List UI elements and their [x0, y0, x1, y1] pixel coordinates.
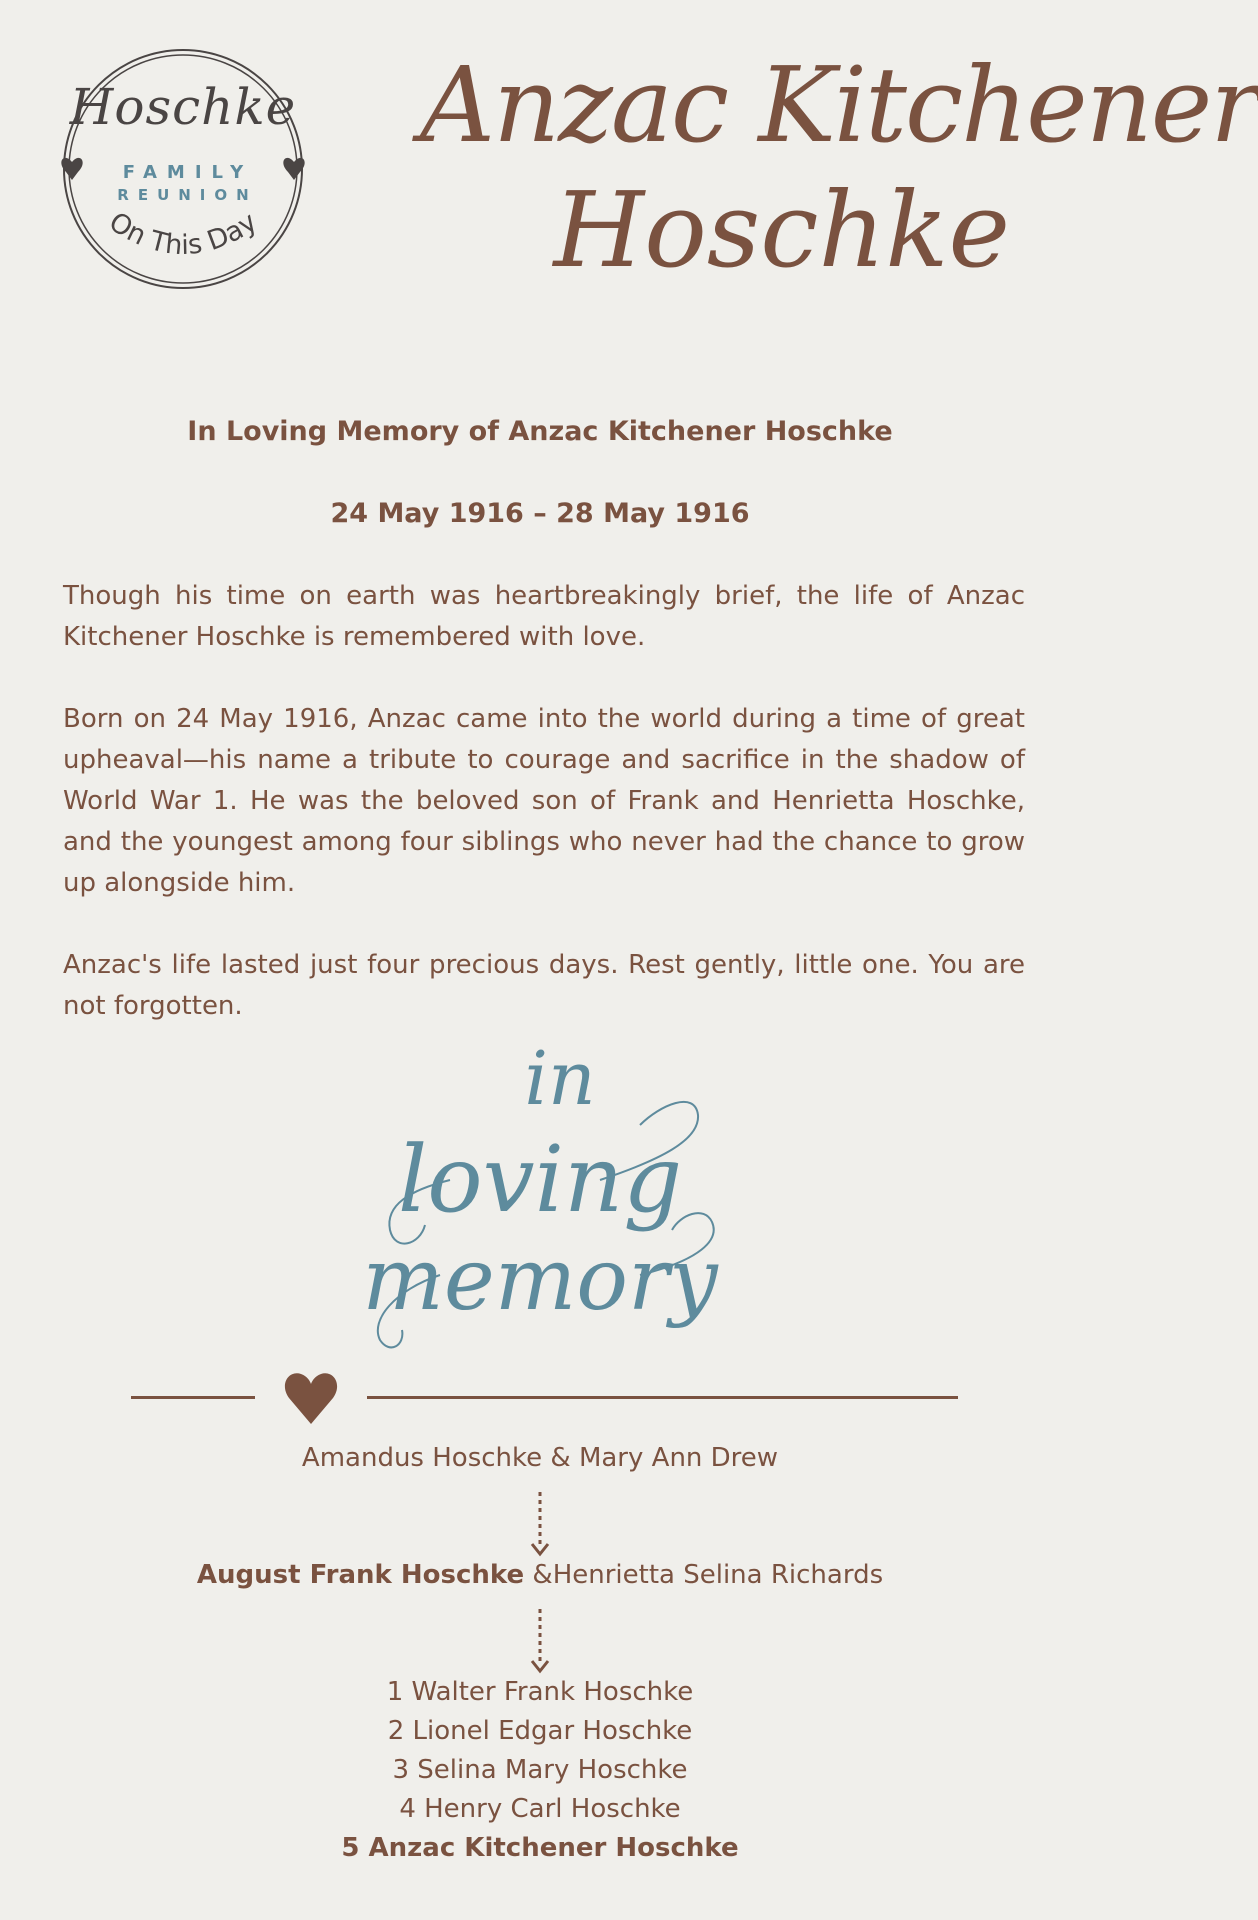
- child-4: 4 Henry Carl Hoschke: [399, 1794, 681, 1824]
- grandparents: Amandus Hoschke & Mary Ann Drew: [301, 1443, 779, 1473]
- in-loving-memory-script: [0, 1030, 1080, 1360]
- heart-icon: [283, 1370, 339, 1426]
- child-5: 5 Anzac Kitchener Hoschke: [341, 1833, 739, 1863]
- mother-name: &Henrietta Selina Richards: [524, 1560, 884, 1590]
- child-3: 3 Selina Mary Hoschke: [392, 1755, 688, 1785]
- arrow-down-icon: [528, 1490, 552, 1558]
- paragraph-intro: Though his time on earth was heartbreakingly brief, the life of Anzac Kitchener Hoschke is remembered with love.: [63, 581, 1025, 652]
- title-line-1: Anzac Kitchener: [420, 44, 1258, 166]
- script-word-in: in: [524, 1036, 596, 1122]
- memorial-heading: In Loving Memory of Anzac Kitchener Hoschke: [187, 416, 893, 447]
- divider-right: [367, 1396, 958, 1399]
- title-line-2: Hoschke: [553, 169, 1010, 291]
- arrow-down-icon: [528, 1607, 552, 1675]
- parents: [0, 1560, 1080, 1590]
- paragraph-closing: Anzac's life lasted just four precious days. Rest gently, little one. You are not forgotten.: [63, 950, 1025, 1021]
- logo-script-name: Hoschke: [69, 78, 297, 136]
- logo-reunion-text: REUNION: [117, 186, 258, 204]
- logo-family-text: FAMILY: [122, 162, 254, 183]
- family-reunion-logo: [58, 44, 308, 294]
- script-word-loving: loving: [397, 1126, 683, 1233]
- logo-tagline: On This Day: [103, 206, 263, 262]
- paragraph-birth: Born on 24 May 1916, Anzac came into the world during a time of great upheaval—his name a tribute to courage and sacrifice in the shadow of World War 1. He was the beloved son of Frank and Henrietta Hoschke, and the youngest among four siblings who never had the chance to grow up alongside him.: [63, 704, 1025, 898]
- page-title: [420, 40, 1258, 291]
- father-name: August Frank Hoschke: [196, 1560, 525, 1590]
- memorial-dates: 24 May 1916 – 28 May 1916: [330, 498, 750, 529]
- child-1: 1 Walter Frank Hoschke: [386, 1677, 694, 1707]
- script-word-memory: memory: [362, 1230, 718, 1330]
- child-2: 2 Lionel Edgar Hoschke: [387, 1716, 693, 1746]
- divider-left: [131, 1396, 255, 1399]
- svg-text:On This Day: [103, 206, 262, 261]
